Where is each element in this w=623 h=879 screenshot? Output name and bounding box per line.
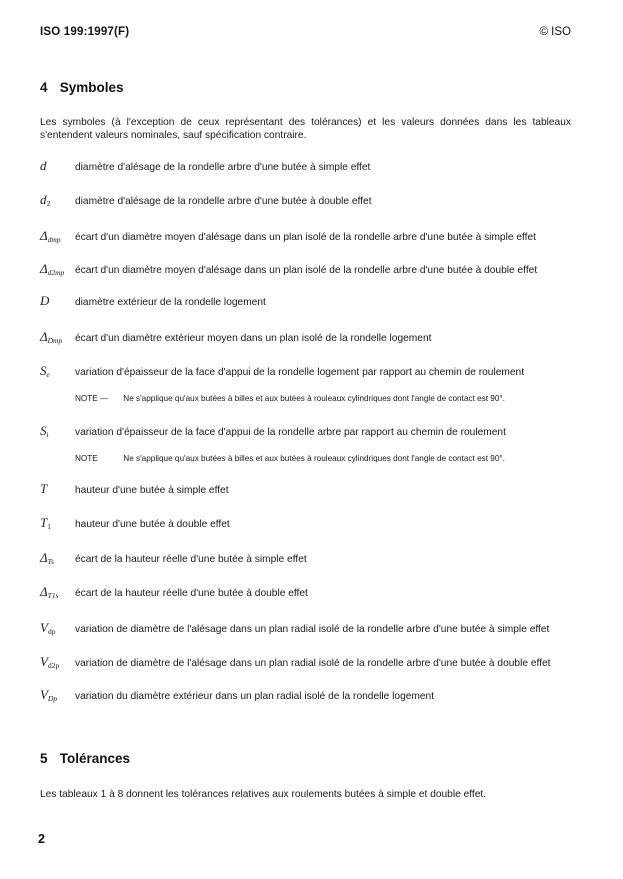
symbol-row — [40, 687, 580, 703]
symbol-mark: $V_{d2p}$ — [40, 654, 60, 670]
note-label: NOTE — — [75, 394, 109, 403]
symbol-description: variation d'épaisseur de la face d'appui de la rondelle logement par rapport au chemin de roulement — [75, 367, 525, 378]
symbol-mark: $\Delta_{T1s}$ — [40, 584, 59, 600]
symbol-mark: $\Delta_{dmp}$ — [40, 228, 61, 244]
note-label: NOTE — [75, 454, 98, 463]
symbol-mark: $S_i$ — [40, 423, 49, 439]
note-row — [75, 454, 505, 463]
symbol-mark: $S_e$ — [40, 363, 50, 379]
symbol-description: écart d'un diamètre moyen d'alésage dans un plan isolé de la rondelle arbre d'une butée à simple effet — [75, 232, 536, 243]
symbol-description: diamètre extérieur de la rondelle logement — [75, 297, 266, 308]
symbol-mark: $\Delta_{d2mp}$ — [40, 261, 65, 277]
symbol-description: variation d'épaisseur de la face d'appui de la rondelle arbre par rapport au chemin de roulement — [75, 427, 506, 438]
symbol-description: variation du diamètre extérieur dans un plan radial isolé de la rondelle logement — [75, 691, 435, 702]
section-4-title: Symboles — [59, 80, 124, 95]
symbol-mark: $d_2$ — [40, 192, 51, 208]
symbol-description: écart d'un diamètre moyen d'alésage dans un plan isolé de la rondelle arbre d'une butée à double effet — [75, 265, 538, 276]
section-5-title: Tolérances — [59, 751, 131, 766]
symbol-row — [40, 584, 580, 600]
symbol-row — [40, 228, 580, 244]
symbol-mark: $\Delta_{Ts}$ — [40, 550, 55, 566]
symbol-mark: $T_1$ — [40, 515, 51, 531]
symbol-description: variation de diamètre de l'alésage dans un plan radial isolé de la rondelle arbre d'une butée à double effet — [75, 658, 551, 669]
symbol-description: écart de la hauteur réelle d'une butée à double effet — [75, 588, 308, 599]
symbol-mark: $V_{Dp}$ — [40, 687, 58, 703]
symbol-row — [40, 363, 580, 379]
symbol-row — [40, 654, 580, 670]
symbol-mark: $\Delta_{Dmp}$ — [40, 329, 63, 345]
intro-line-2: s'entendent valeurs nominales, sauf spécification contraire. — [40, 129, 307, 141]
symbol-description: variation de diamètre de l'alésage dans un plan radial isolé de la rondelle arbre d'une butée à simple effet — [75, 624, 550, 635]
symbol-description: diamètre d'alésage de la rondelle arbre d'une butée à simple effet — [75, 162, 371, 173]
section-4-intro — [40, 117, 571, 142]
note-text: Ne s'applique qu'aux butées à billes et aux butées à rouleaux cylindriques dont l'angle de contact est 90°. — [123, 394, 505, 403]
note-row — [75, 394, 505, 403]
symbol-description: hauteur d'une butée à simple effet — [75, 485, 229, 496]
symbol-row — [40, 481, 580, 497]
section-4-number: 4 — [40, 80, 48, 95]
section-5-heading — [40, 751, 130, 766]
document-id: ISO 199:1997(F) — [40, 26, 130, 38]
symbol-row — [40, 192, 580, 208]
copyright-mark: © ISO — [539, 26, 571, 38]
symbol-row — [40, 620, 580, 636]
symbol-mark: $V_{dp}$ — [40, 620, 56, 636]
symbol-description: diamètre d'alésage de la rondelle arbre d'une butée à double effet — [75, 196, 372, 207]
symbol-row — [40, 423, 580, 439]
symbol-row — [40, 261, 580, 277]
symbol-description: écart de la hauteur réelle d'une butée à simple effet — [75, 554, 307, 565]
note-text: Ne s'applique qu'aux butées à billes et aux butées à rouleaux cylindriques dont l'angle de contact est 90°. — [123, 454, 505, 463]
symbol-row — [40, 515, 580, 531]
symbol-row — [40, 550, 580, 566]
symbol-mark: D — [40, 293, 50, 308]
section-4-heading — [40, 80, 124, 95]
intro-line-1: Les symboles (à l'exception de ceux représentant des tolérances) et les valeurs données dans les tableaux — [40, 117, 571, 128]
symbol-mark: T — [40, 481, 48, 496]
symbol-mark: d — [40, 158, 47, 173]
symbol-row — [40, 158, 580, 174]
section-5-number: 5 — [40, 751, 48, 766]
symbol-description: écart d'un diamètre extérieur moyen dans un plan isolé de la rondelle logement — [75, 333, 432, 344]
symbol-row — [40, 293, 580, 309]
section-5-text: Les tableaux 1 à 8 donnent les tolérances relatives aux roulements butées à simple et double effet. — [40, 789, 487, 800]
page-number: 2 — [38, 832, 45, 846]
symbol-description: hauteur d'une butée à double effet — [75, 519, 230, 530]
symbol-row — [40, 329, 580, 345]
